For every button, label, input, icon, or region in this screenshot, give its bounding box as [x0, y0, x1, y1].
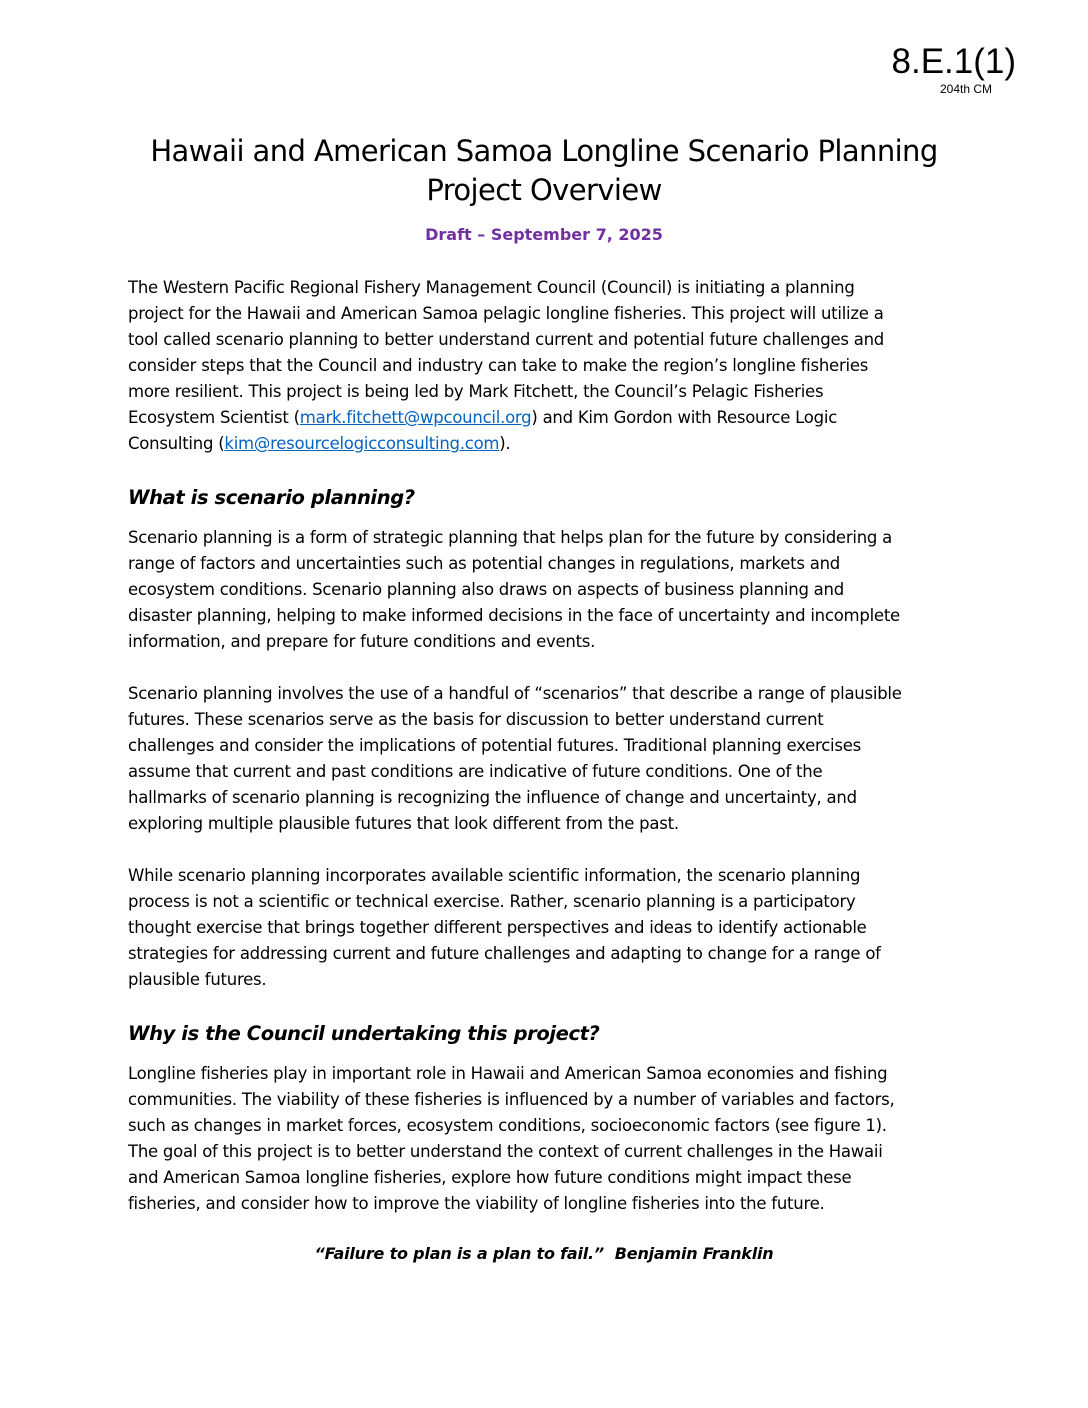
paragraph-line: thought exercise that brings together different perspectives and ideas to identify actionable [128, 918, 867, 937]
paragraph-line: plausible futures. [128, 970, 267, 989]
meeting-label: 204th CM [939, 82, 993, 96]
paragraph-line: disaster planning, helping to make informed decisions in the face of uncertainty and incomplete [128, 606, 900, 625]
paragraph-line: such as changes in market forces, ecosystem conditions, socioeconomic factors (see figure 1). [128, 1116, 887, 1135]
document-title [128, 132, 960, 210]
paragraph-line: challenges and consider the implications of potential futures. Traditional planning exercises [128, 736, 861, 755]
intro-text: Consulting ( [128, 434, 225, 453]
paragraph-line: While scenario planning incorporates available scientific information, the scenario planning [128, 866, 861, 885]
scenario-paragraph-3 [128, 863, 964, 993]
quote-author: Benjamin Franklin [614, 1244, 774, 1263]
paragraph-line: exploring multiple plausible futures that look different from the past. [128, 814, 679, 833]
paragraph-line: Scenario planning is a form of strategic planning that helps plan for the future by considering a [128, 528, 892, 547]
intro-line: more resilient. This project is being led by Mark Fitchett, the Council’s Pelagic Fisheries [128, 382, 824, 401]
paragraph-line: process is not a scientific or technical exercise. Rather, scenario planning is a participatory [128, 892, 856, 911]
intro-text: Ecosystem Scientist ( [128, 408, 300, 427]
paragraph-line: The goal of this project is to better understand the context of current challenges in the Hawaii [128, 1142, 883, 1161]
paragraph-line: range of factors and uncertainties such as potential changes in regulations, markets and [128, 554, 841, 573]
intro-line [128, 431, 964, 457]
paragraph-line: hallmarks of scenario planning is recognizing the influence of change and uncertainty, and [128, 788, 857, 807]
paragraph-line: and American Samoa longline fisheries, explore how future conditions might impact these [128, 1168, 852, 1187]
franklin-quote [128, 1242, 960, 1266]
scenario-paragraph-1 [128, 525, 964, 655]
intro-line: project for the Hawaii and American Samoa pelagic longline fisheries. This project will utilize a [128, 304, 884, 323]
paragraph-line: strategies for addressing current and future challenges and adapting to change for a range of [128, 944, 881, 963]
intro-text: ). [499, 434, 511, 453]
paragraph-line: ecosystem conditions. Scenario planning also draws on aspects of business planning and [128, 580, 844, 599]
intro-line: tool called scenario planning to better understand current and potential future challenges and [128, 330, 885, 349]
email-link-kim-gordon[interactable]: kim@resourcelogicconsulting.com [224, 434, 500, 453]
section-heading-why-undertaking: Why is the Council undertaking this project? [128, 1022, 600, 1045]
document-identifier [856, 42, 1016, 96]
quote-text: “Failure to plan is a plan to fail.” [314, 1244, 605, 1263]
why-paragraph [128, 1061, 964, 1217]
paragraph-line: fisheries, and consider how to improve the viability of longline fisheries into the future. [128, 1194, 825, 1213]
intro-line: The Western Pacific Regional Fishery Management Council (Council) is initiating a planning [128, 278, 855, 297]
paragraph-line: Longline fisheries play in important role in Hawaii and American Samoa economies and fishing [128, 1064, 888, 1083]
intro-paragraph [128, 275, 964, 457]
paragraph-line: Scenario planning involves the use of a handful of “scenarios” that describe a range of plausible [128, 684, 902, 703]
email-link-mark-fitchett[interactable]: mark.fitchett@wpcouncil.org [299, 408, 532, 427]
intro-line [128, 405, 964, 431]
paragraph-line: futures. These scenarios serve as the basis for discussion to better understand current [128, 710, 824, 729]
scenario-paragraph-2 [128, 681, 964, 837]
section-heading-scenario-planning: What is scenario planning? [128, 486, 415, 509]
intro-text: ) and Kim Gordon with Resource Logic [531, 408, 838, 427]
title-line-1: Hawaii and American Samoa Longline Scenario Planning [150, 134, 938, 168]
intro-line: consider steps that the Council and industry can take to make the region’s longline fisheries [128, 356, 869, 375]
paragraph-line: communities. The viability of these fisheries is influenced by a number of variables and factors, [128, 1090, 895, 1109]
draft-date-label: Draft – September 7, 2025 [425, 225, 663, 244]
title-line-2: Project Overview [426, 173, 662, 207]
agenda-item-code: 8.E.1(1) [891, 42, 1016, 81]
paragraph-line: information, and prepare for future conditions and events. [128, 632, 596, 651]
paragraph-line: assume that current and past conditions are indicative of future conditions. One of the [128, 762, 823, 781]
